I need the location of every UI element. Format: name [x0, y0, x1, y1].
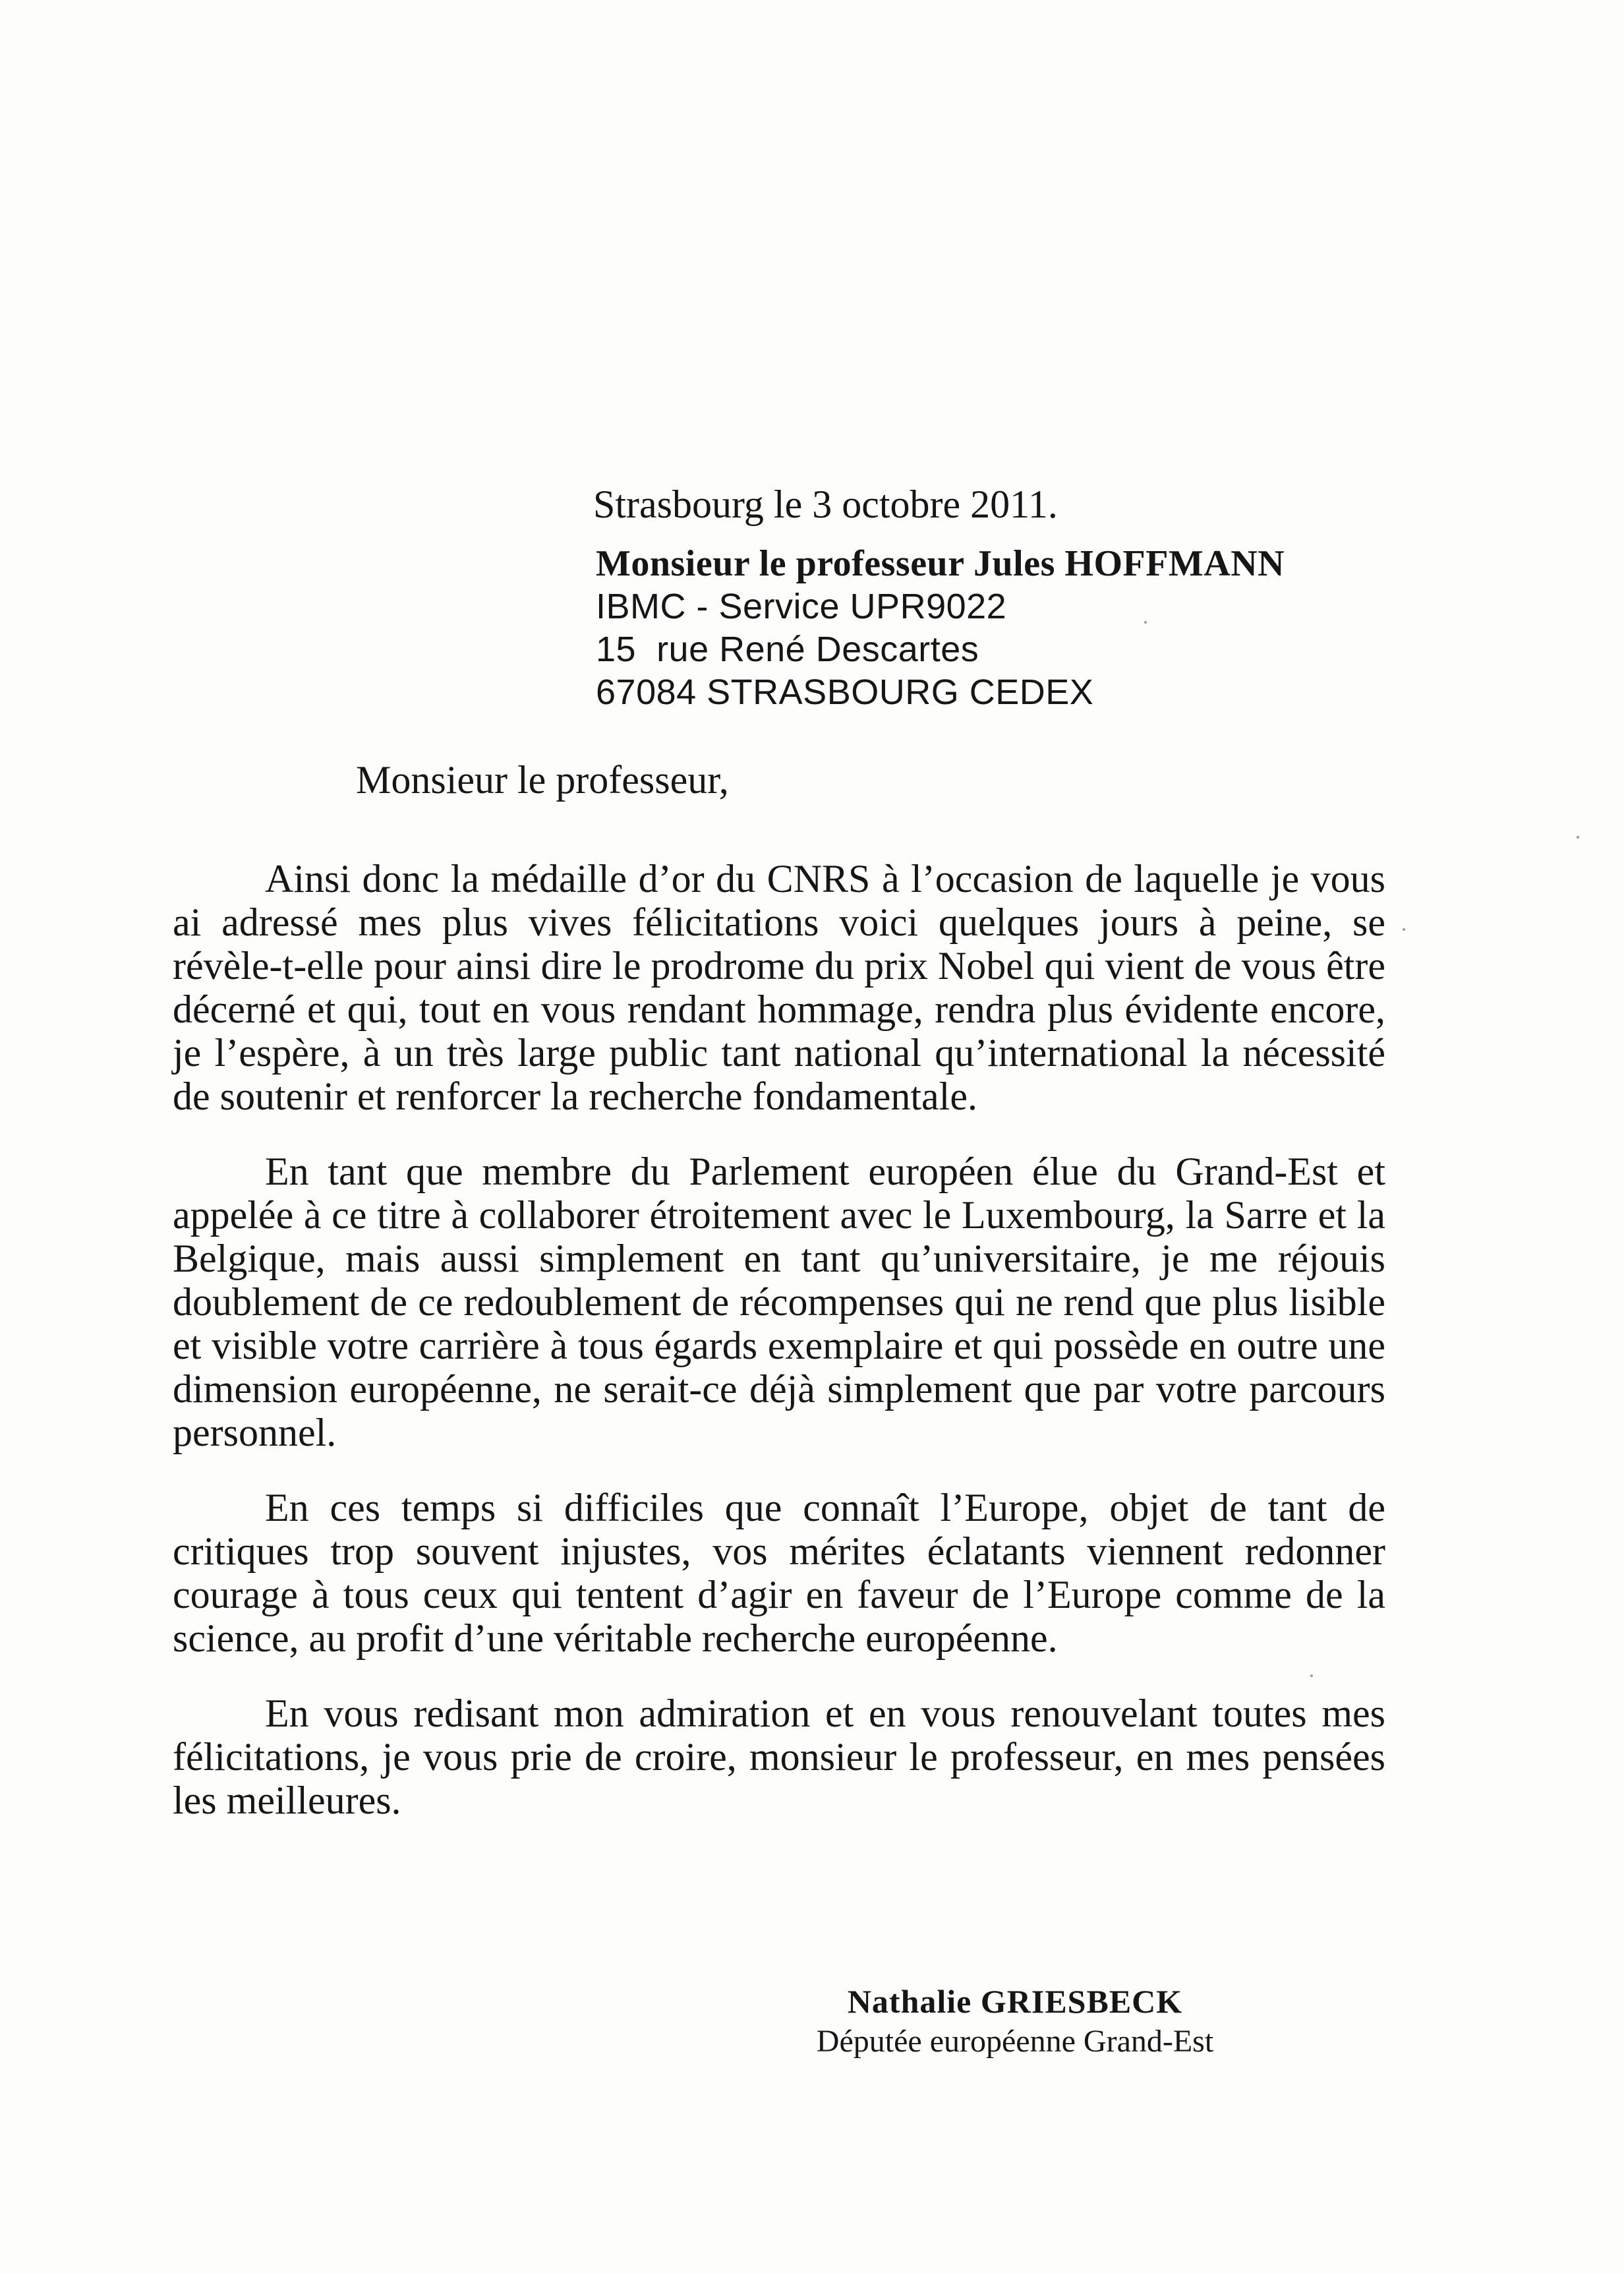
recipient-address-line-2: 15 rue René Descartes: [596, 630, 979, 669]
recipient-address-line-3: 67084 STRASBOURG CEDEX: [596, 672, 1094, 712]
letter-date: Strasbourg le 3 octobre 2011.: [593, 483, 1058, 526]
body-paragraph: En ces temps si difficiles que connaît l’Europe, objet de tant de critiques trop souvent injustes, vos mérites éclatants viennent redonner courage à tous ceux qui tentent d’agir en faveur de l’Europe comme de la science, au profit d’une véritable recherche européenne.: [173, 1486, 1385, 1660]
scan-speck: [1310, 1674, 1313, 1677]
signature-block: [738, 1980, 1292, 2061]
recipient-address-block: [596, 542, 1285, 714]
scan-speck: [1577, 836, 1579, 839]
signatory-title: Députée européenne Grand-Est: [816, 2024, 1214, 2059]
salutation: Monsieur le professeur,: [356, 758, 729, 802]
body-paragraph: Ainsi donc la médaille d’or du CNRS à l’occasion de laquelle je vous ai adressé mes plus vives félicitations voici quelques jours à peine, se révèle-t-elle pour ainsi dire le prodrome du prix Nobel qui vient de vous être décerné et qui, tout en vous rendant hommage, rendra plus évidente encore, je l’espère, à un très large public tant national qu’international la nécessité de soutenir et renforcer la recherche fondamentale.: [173, 857, 1385, 1118]
scan-speck: [1144, 621, 1147, 624]
recipient-name: Monsieur le professeur Jules HOFFMANN: [596, 543, 1285, 584]
signatory-name: Nathalie GRIESBECK: [847, 1983, 1183, 2020]
letter-body: [173, 857, 1385, 1854]
body-paragraph: En tant que membre du Parlement européen élue du Grand-Est et appelée à ce titre à collaborer étroitement avec le Luxembourg, la Sarre et la Belgique, mais aussi simplement en tant qu’universitaire, je me réjouis doublement de ce redoublement de récompenses qui ne rend que plus lisible et visible votre carrière à tous égards exemplaire et qui possède en outre une dimension européenne, ne serait-ce déjà simplement que par votre parcours personnel.: [173, 1150, 1385, 1454]
body-paragraph: En vous redisant mon admiration et en vous renouvelant toutes mes félicitations, je vous prie de croire, monsieur le professeur, en mes pensées les meilleures.: [173, 1692, 1385, 1822]
recipient-address-line-1: IBMC - Service UPR9022: [596, 587, 1007, 626]
scan-speck: [1403, 928, 1405, 931]
